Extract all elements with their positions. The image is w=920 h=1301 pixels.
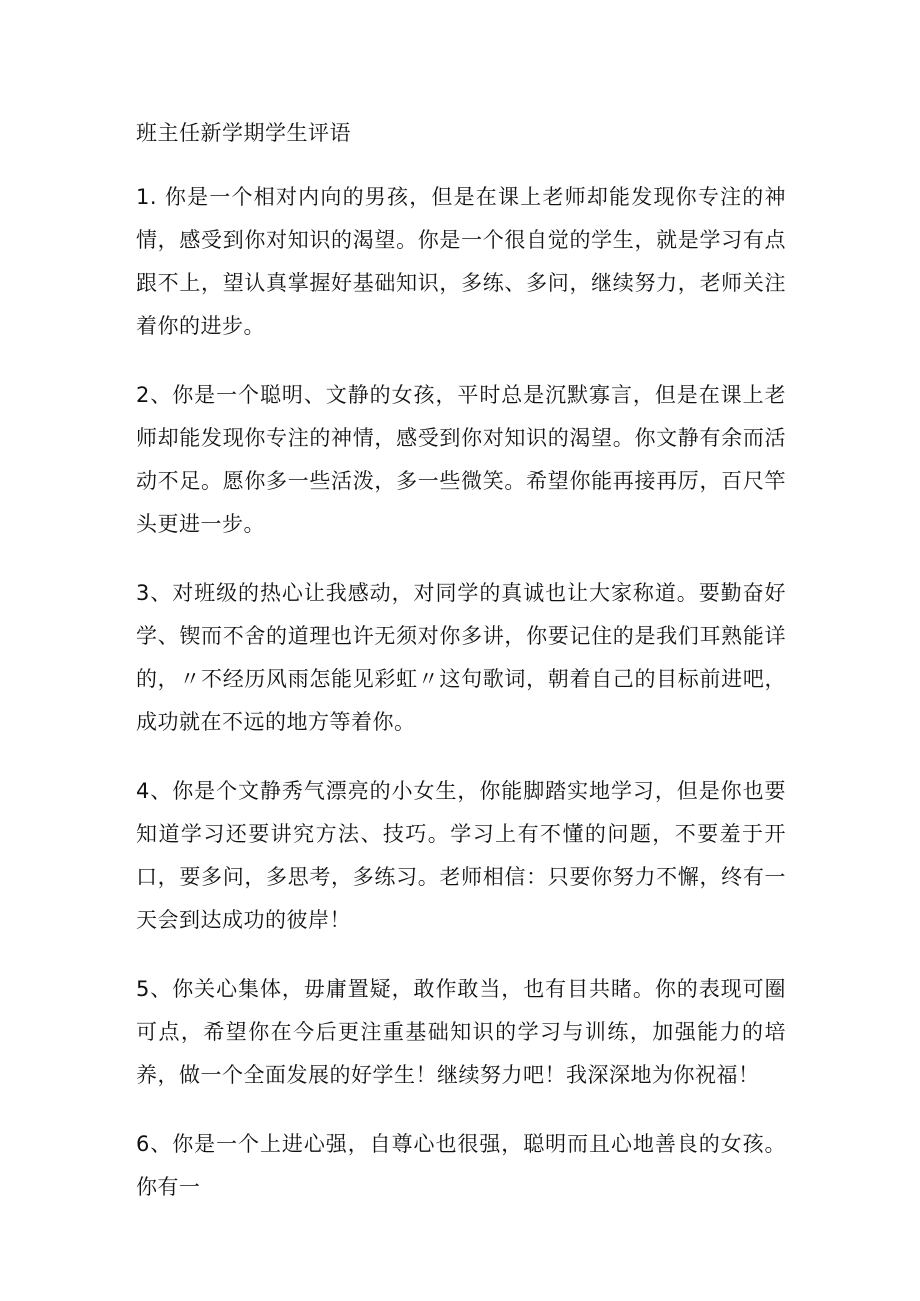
document-title: 班主任新学期学生评语 <box>136 121 351 145</box>
document-page <box>136 114 786 1209</box>
comment-paragraph-6: 6、你是一个上进心强，自尊心也很强，聪明而且心地善良的女孩。你有一 <box>136 1132 786 1199</box>
comment-paragraph-4: 4、你是个文静秀气漂亮的小女生，你能脚踏实地学习，但是你也要知道学习还要讲究方法、技巧。学习上有不懂的问题，不要羞于开口，要多问，多思考，多练习。老师相信：只要你努力不懈，终有一天会到达成功的彼岸！ <box>136 779 786 932</box>
comment-paragraph-1: 1. 你是一个相对内向的男孩，但是在课上老师却能发现你专注的神情，感受到你对知识的渴望。你是一个很自觉的学生，就是学习有点跟不上，望认真掌握好基础知识，多练、多问，继续努力，老师关注着你的进步。 <box>136 185 786 338</box>
comment-paragraph-3: 3、对班级的热心让我感动，对同学的真诚也让大家称道。要勤奋好学、锲而不舍的道理也许无须对你多讲，你要记住的是我们耳熟能详的，〃不经历风雨怎能见彩虹〃这句歌词，朝着自己的目标前进吧，成功就在不远的地方等着你。 <box>136 581 786 734</box>
comment-paragraph-5: 5、你关心集体，毋庸置疑，敢作敢当，也有目共睹。你的表现可圈可点，希望你在今后更注重基础知识的学习与训练，加强能力的培养，做一个全面发展的好学生！继续努力吧！我深深地为你祝福！ <box>136 977 786 1087</box>
comment-paragraph-2: 2、你是一个聪明、文静的女孩，平时总是沉默寡言，但是在课上老师却能发现你专注的神情，感受到你对知识的渴望。你文静有余而活动不足。愿你多一些活泼，多一些微笑。希望你能再接再厉，百尺竿头更进一步。 <box>136 383 786 536</box>
